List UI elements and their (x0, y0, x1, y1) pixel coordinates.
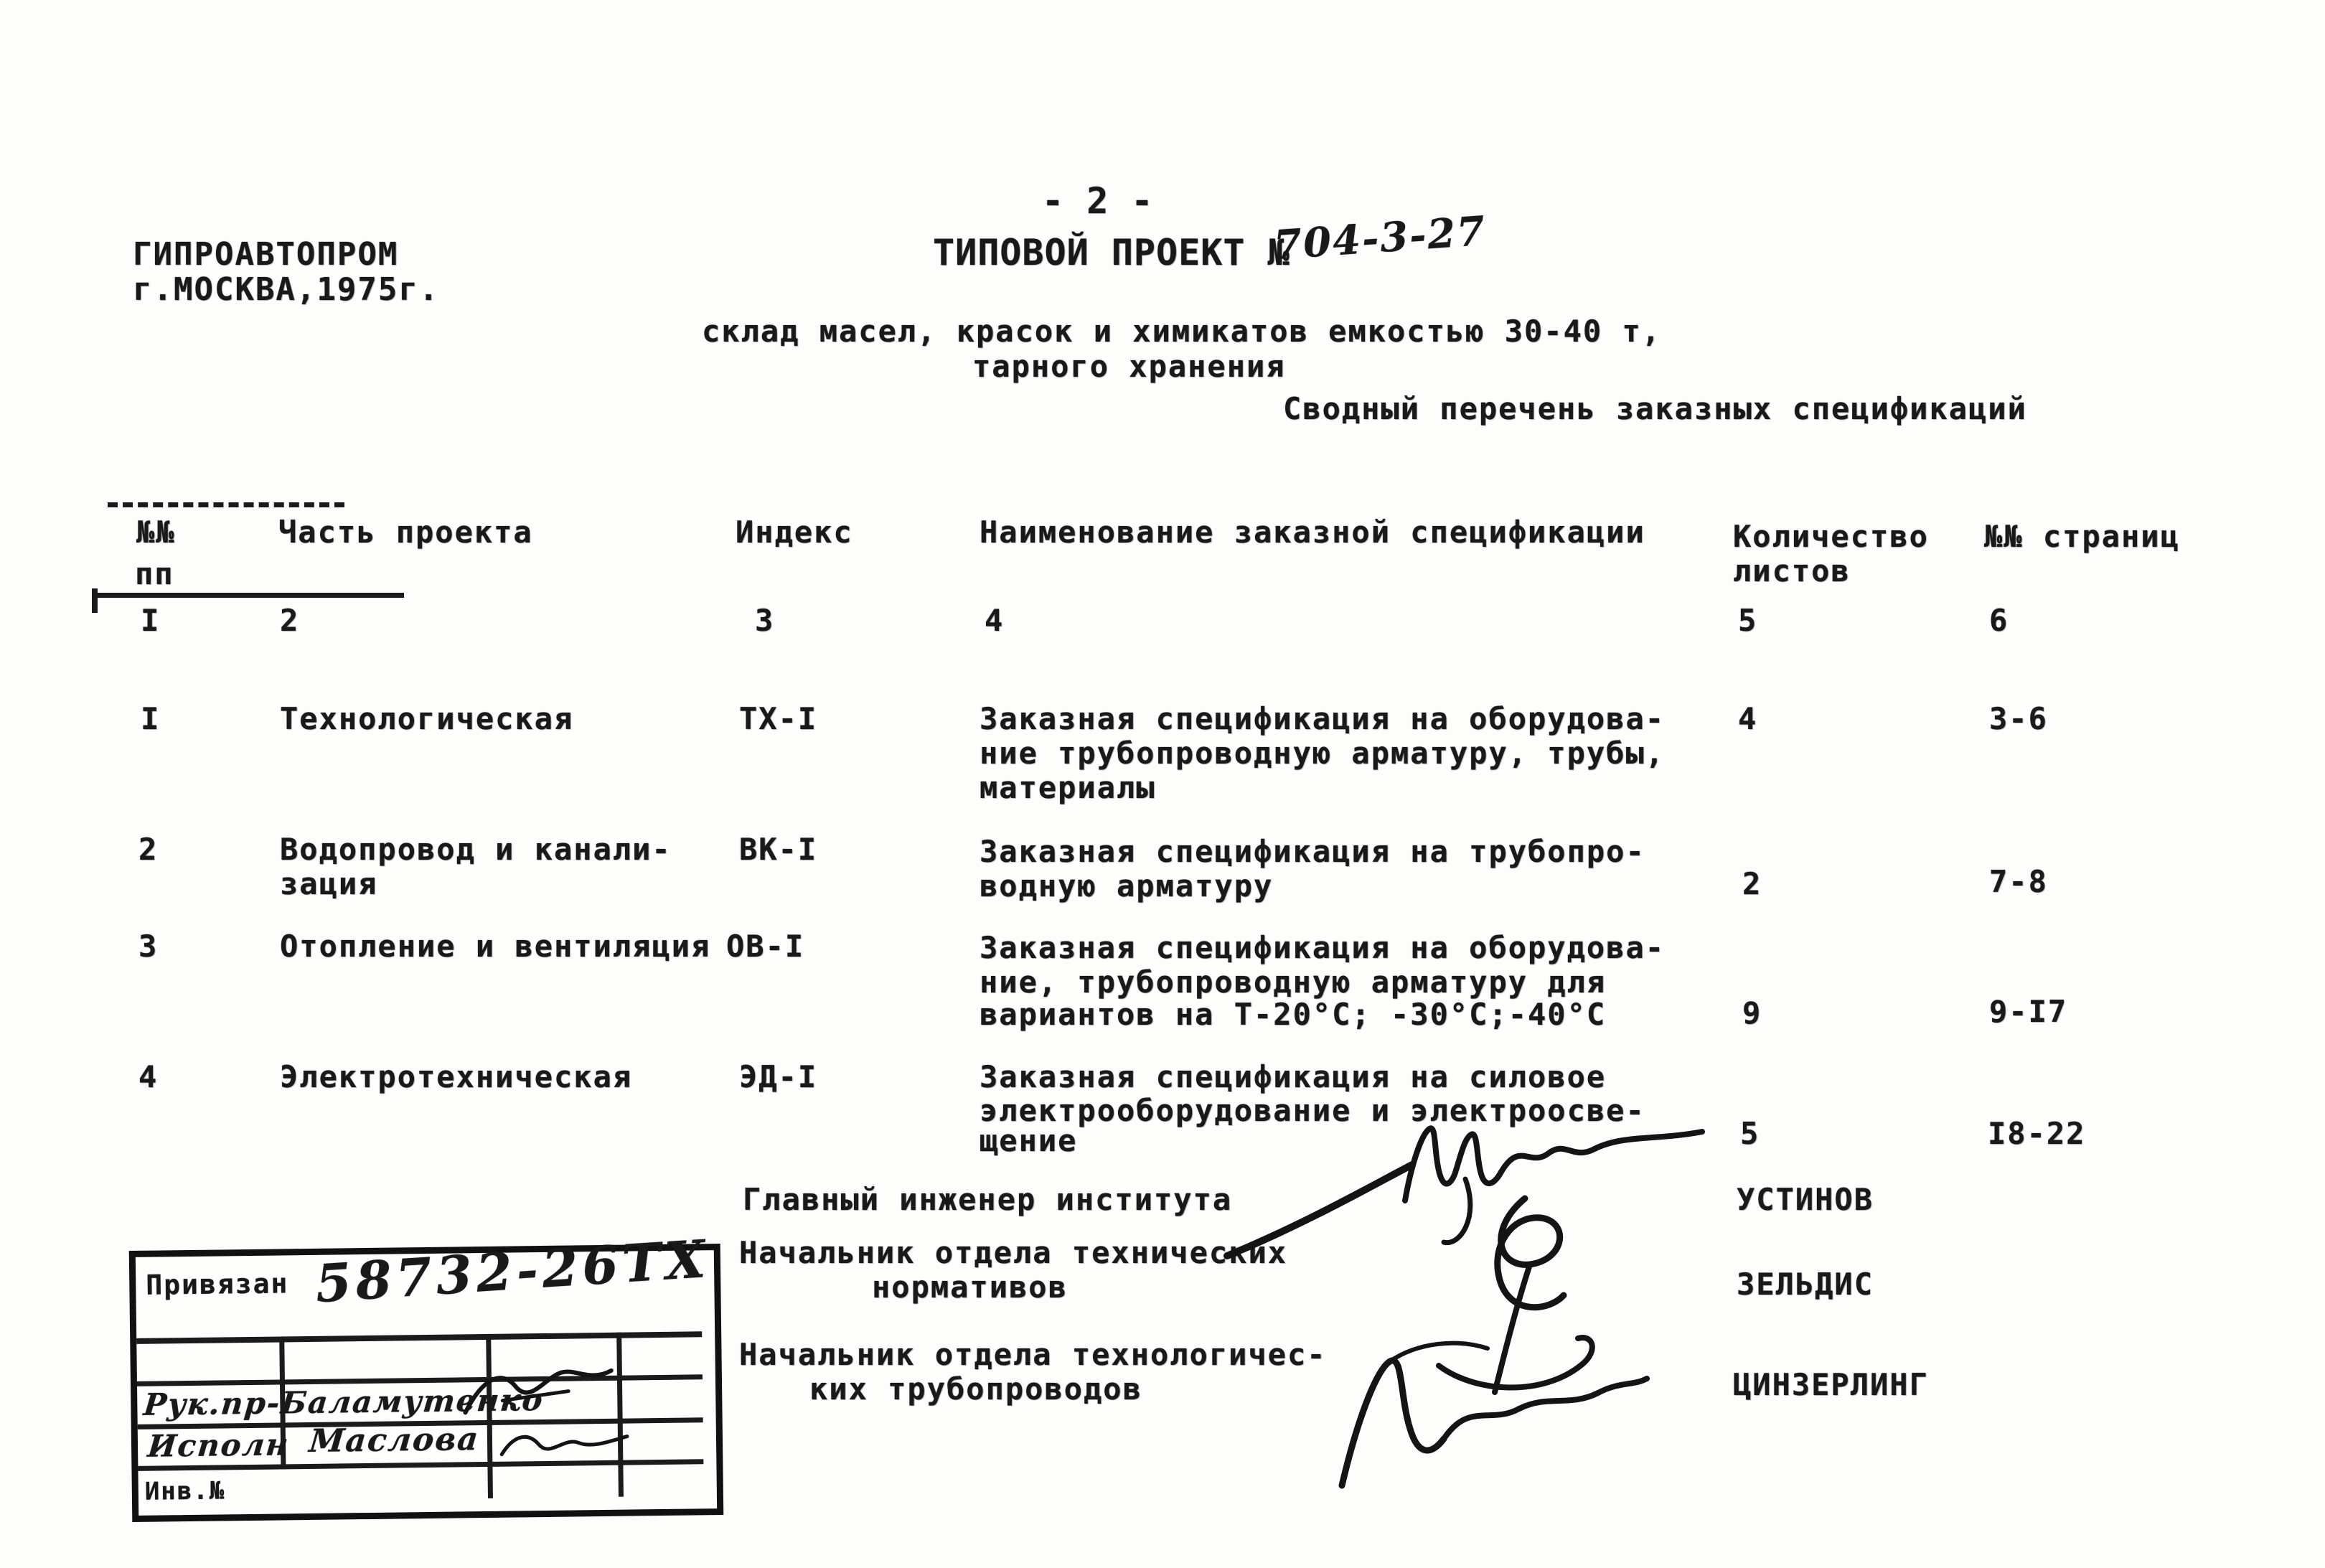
table-row-4-name-line2: электрооборудование и электроосве- (980, 1093, 1645, 1128)
stamp-number-handwritten: 58732-26ТХ (313, 1227, 712, 1315)
stamp-manager-handwritten: Рук.пр-Баламутенко (142, 1381, 546, 1422)
table-row-3-index: ОВ-I (726, 929, 805, 964)
org-city-year: г.МОСКВА,1975г. (133, 271, 440, 308)
list-title: Сводный перечень заказных спецификаций (1283, 391, 2027, 426)
col-header-num-line2: пп (135, 556, 174, 591)
table-row-4-num: 4 (138, 1059, 159, 1094)
column-number-3: 3 (755, 603, 775, 638)
header-rule-top (108, 502, 344, 507)
col-header-index: Индекс (736, 515, 853, 550)
doc-subtitle-line1: склад масел, красок и химикатов емкостью 30-40 т, (702, 314, 1662, 349)
signature-3-name: ЦИНЗЕРЛИНГ (1733, 1367, 1929, 1402)
org-name: ГИПРОАВТОПРОМ (133, 236, 399, 273)
table-row-1-sheets: 4 (1738, 701, 1758, 736)
signature-2-name: ЗЕЛЬДИС (1737, 1267, 1874, 1302)
table-row-2-part-line1: Водопровод и канали- (280, 832, 672, 867)
table-row-1-index: ТХ-I (739, 701, 818, 736)
page-number: - 2 - (1042, 180, 1154, 222)
doc-title-number-handwritten: 704-3-27 (1272, 207, 1488, 270)
signature-1-name: УСТИНОВ (1737, 1182, 1874, 1217)
stamp-executor-label-handwritten: Исполн (146, 1427, 291, 1464)
col-header-num: №№ (136, 515, 176, 550)
col-header-sheets-line2: листов (1733, 553, 1851, 588)
doc-subtitle-line2: тарного хранения (972, 349, 1286, 384)
table-row-1-name-line1: Заказная спецификация на оборудова- (980, 701, 1666, 736)
table-row-4-pages: I8-22 (1988, 1116, 2086, 1151)
signature-2-title-line1: Начальник отдела технических (739, 1235, 1288, 1270)
table-row-3-sheets: 9 (1742, 995, 1762, 1031)
table-row-2-part-line2: зация (280, 866, 378, 901)
table-row-2-name-line1: Заказная спецификация на трубопро- (980, 834, 1645, 869)
header-rule-bottom (92, 593, 404, 598)
stamp-executor-name-handwritten: Маслова (307, 1421, 482, 1460)
col-header-part: Часть проекта (278, 515, 533, 550)
table-row-4-part: Электротехническая (280, 1059, 633, 1094)
col-header-pages: №№ страниц (1984, 519, 2180, 554)
table-row-4-sheets: 5 (1740, 1116, 1760, 1151)
column-number-1: I (141, 603, 161, 638)
stamp-inventory-label: Инв.№ (144, 1476, 226, 1506)
table-row-4-index: ЭД-I (739, 1059, 818, 1094)
table-row-2-sheets: 2 (1742, 866, 1762, 901)
table-row-2-num: 2 (138, 832, 159, 867)
table-row-2-index: ВК-I (739, 832, 818, 867)
table-row-1-pages: 3-6 (1989, 701, 2048, 736)
column-number-2: 2 (280, 603, 300, 638)
stamp-label: Привязан (146, 1267, 289, 1301)
column-number-4: 4 (985, 603, 1005, 638)
table-row-3-part: Отопление и вентиляция (280, 929, 711, 964)
column-number-5: 5 (1738, 603, 1758, 638)
stamp-vline-3 (616, 1333, 624, 1497)
binding-stamp-box (129, 1227, 724, 1522)
table-row-3-name-line1: Заказная спецификация на оборудова- (980, 930, 1666, 965)
signature-3-title-line2: ких трубопроводов (809, 1371, 1142, 1407)
table-row-1-part: Технологическая (280, 701, 574, 736)
column-number-6: 6 (1989, 603, 2009, 638)
signature-1-title: Главный инженер института (743, 1182, 1233, 1217)
table-row-1-name-line3: материалы (980, 770, 1156, 805)
signature-2-title-line2: нормативов (872, 1269, 1068, 1305)
col-header-name: Наименование заказной спецификации (980, 515, 1645, 550)
table-row-2-pages: 7-8 (1989, 864, 2048, 899)
table-row-1-name-line2: ние трубопроводную арматуру, трубы, (980, 736, 1666, 771)
signature-3-title-line1: Начальник отдела технологичес- (739, 1337, 1327, 1372)
table-row-1-num: I (141, 701, 161, 736)
stamp-manager-signature-scribble (459, 1359, 618, 1426)
table-row-4-name-line3: щение (980, 1123, 1078, 1158)
table-row-3-num: 3 (138, 929, 159, 964)
col-header-sheets: Количество (1733, 519, 1929, 554)
doc-title: ТИПОВОЙ ПРОЕКТ № (933, 232, 1290, 273)
table-row-4-name-line1: Заказная спецификация на силовое (980, 1059, 1607, 1094)
table-row-3-name-line2: ние, трубопроводную арматуру для (980, 964, 1607, 1000)
table-row-3-name-line3: вариантов на Т-20°С; -30°С;-40°С (980, 997, 1607, 1032)
table-row-3-pages: 9-I7 (1989, 994, 2068, 1029)
table-row-2-name-line2: водную арматуру (980, 868, 1274, 903)
signature-scribble-cinzerling (1302, 1317, 1661, 1496)
header-rule-tick (92, 588, 98, 613)
stamp-executor-signature-scribble (496, 1421, 633, 1465)
